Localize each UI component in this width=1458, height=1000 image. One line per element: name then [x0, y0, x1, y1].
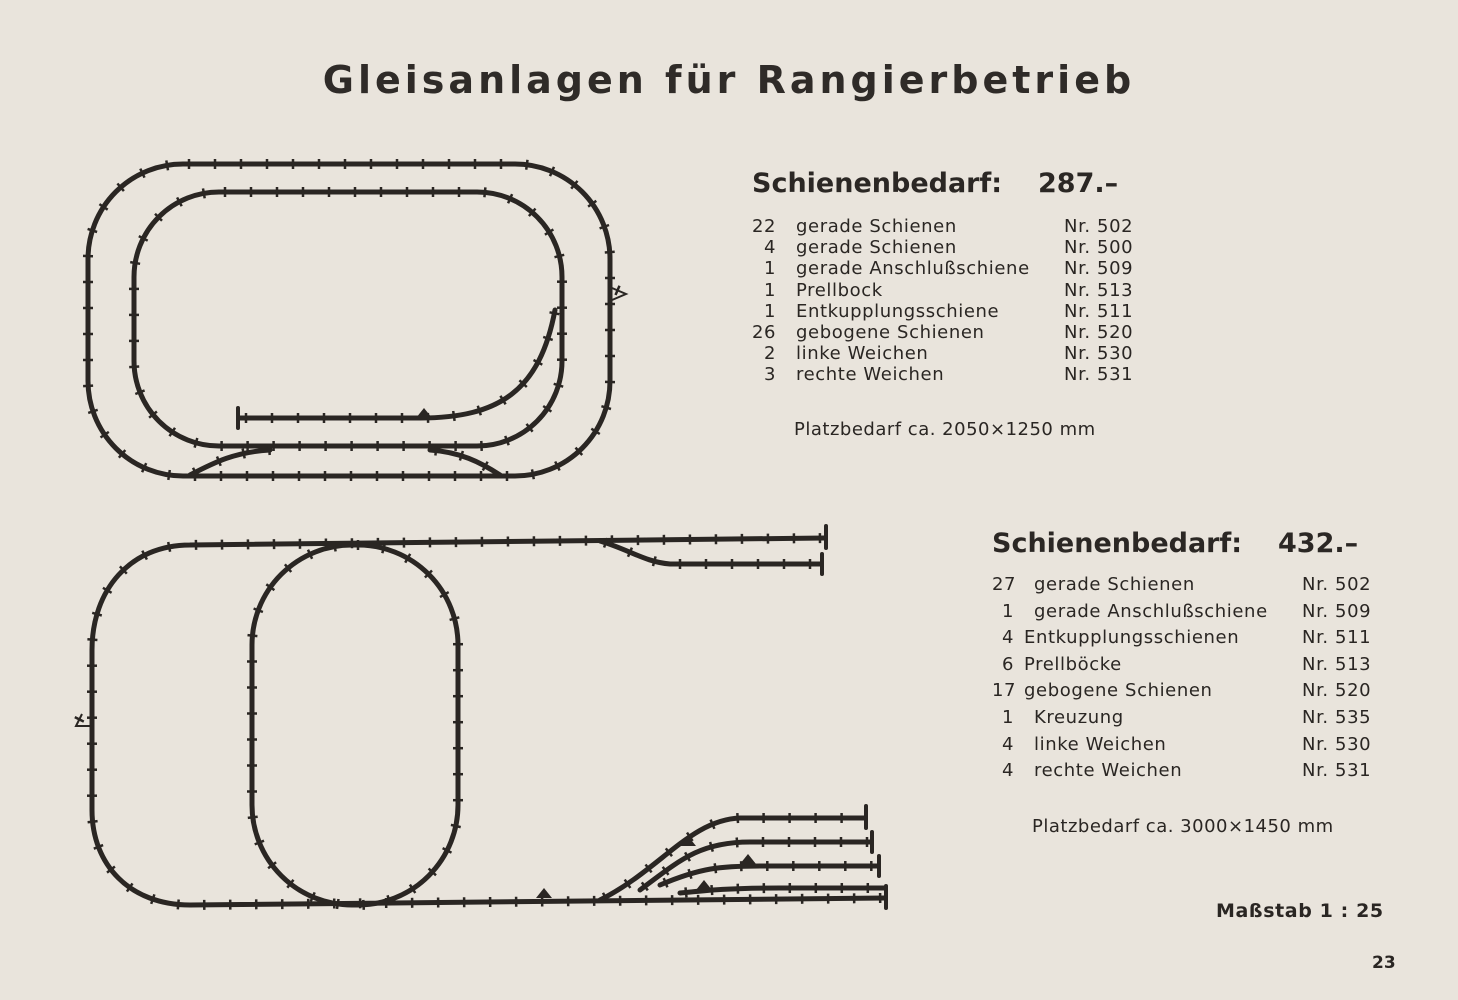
track-tie [435, 446, 436, 456]
parts-list-item [752, 322, 1142, 343]
uncoupler-marker [536, 888, 552, 898]
item-part-number: Nr. 531 [1302, 760, 1372, 782]
parts-list-rows [752, 216, 1142, 386]
item-quantity: 27 [992, 574, 1017, 595]
track-tie [460, 451, 463, 461]
track-tie [451, 825, 461, 827]
item-part-number: Nr. 502 [1064, 216, 1134, 237]
track-tie [532, 469, 534, 479]
page-title: Gleisanlagen für Rangierbetrieb [322, 58, 1136, 102]
track-tie [554, 384, 564, 387]
parts-list-item [752, 301, 1142, 322]
track-tie [450, 617, 460, 620]
parts-list-heading: Schienenbedarf: [752, 168, 1003, 199]
track-tie [710, 842, 713, 852]
track-tie [526, 160, 527, 170]
track-tie [129, 367, 139, 368]
page-number: 23 [1372, 953, 1396, 973]
parts-list-item [992, 654, 1382, 681]
item-quantity: 4 [1001, 760, 1014, 782]
track-tie [255, 841, 264, 845]
track-tie [168, 470, 170, 480]
item-quantity: 1 [763, 258, 776, 280]
parts-list-item [752, 343, 1142, 364]
item-part-number: Nr. 513 [1064, 279, 1134, 301]
track-tie [712, 885, 713, 895]
item-description: gebogene Schienen [1024, 680, 1213, 702]
parts-list-price: 287.– [1038, 168, 1119, 199]
scale-note: Maßstab 1 : 25 [1216, 900, 1384, 922]
item-description: gerade Schienen [796, 237, 957, 259]
item-description: rechte Weichen [796, 364, 945, 386]
item-quantity: 1 [1001, 706, 1014, 728]
item-description: Kreuzung [1034, 706, 1124, 728]
parts-list-header [992, 528, 1382, 568]
item-description: Prellböcke [1024, 653, 1122, 675]
track-tie [686, 887, 687, 897]
track-tie [600, 225, 609, 228]
track-tie [337, 899, 339, 909]
track-tie [135, 390, 144, 394]
parts-list-item [992, 760, 1382, 787]
parts-list-item [992, 680, 1382, 707]
markers [416, 408, 756, 898]
item-part-number: Nr. 530 [1302, 733, 1372, 755]
item-description: gebogene Schienen [796, 321, 985, 343]
track-tie [363, 900, 364, 910]
item-quantity: 1 [1001, 600, 1014, 622]
item-part-number: Nr. 530 [1064, 343, 1134, 365]
item-part-number: Nr. 511 [1302, 627, 1372, 649]
item-quantity: 4 [763, 237, 776, 259]
parts-list-2 [992, 528, 1382, 787]
item-part-number: Nr. 531 [1064, 364, 1134, 386]
item-description: linke Weichen [1034, 733, 1167, 755]
item-part-number: Nr. 502 [1302, 574, 1372, 595]
crossover-track-right [430, 450, 500, 475]
track-tie [88, 410, 98, 413]
uncoupler-marker [696, 880, 712, 890]
item-description: linke Weichen [796, 343, 929, 365]
parts-list-item [992, 707, 1382, 734]
track-tie [269, 445, 270, 455]
parts-list-item [752, 216, 1142, 237]
track-tie [243, 449, 245, 459]
item-quantity: 6 [1001, 653, 1014, 675]
inner-loop-track [134, 192, 562, 446]
track-tie [130, 262, 140, 264]
track-tie [453, 411, 454, 421]
track-tie [543, 337, 553, 340]
item-description: rechte Weichen [1034, 760, 1183, 782]
track-tie [605, 252, 615, 253]
track-tie [151, 894, 154, 904]
item-quantity: 26 [752, 321, 777, 343]
parts-list-item [992, 627, 1382, 654]
track-tie [715, 863, 716, 873]
track-tie [195, 438, 198, 448]
track-tie [88, 229, 98, 232]
item-quantity: 3 [763, 364, 776, 386]
track-tie [168, 542, 170, 552]
item-quantity: 17 [992, 680, 1017, 702]
item-part-number: Nr. 511 [1064, 300, 1134, 322]
item-description: Entkupplungsschiene [796, 300, 1000, 322]
track-tie [248, 817, 258, 818]
crossover-track-left [190, 450, 270, 475]
item-part-number: Nr. 513 [1302, 653, 1372, 675]
item-quantity: 4 [1001, 627, 1014, 649]
track-tie [92, 613, 102, 616]
track-tie [87, 639, 97, 640]
parts-list-item [752, 364, 1142, 385]
item-quantity: 1 [763, 300, 776, 322]
item-description: gerade Schienen [1034, 574, 1195, 595]
track-tie [555, 255, 565, 257]
uncoupler-marker [740, 854, 756, 864]
item-description: gerade Anschlußschiene [1034, 600, 1268, 622]
parts-list-item [992, 601, 1382, 628]
track-tie [689, 869, 692, 879]
item-part-number: Nr. 500 [1064, 237, 1134, 259]
parts-list-heading: Schienenbedarf: [992, 528, 1243, 559]
parts-list-item [752, 280, 1142, 301]
outer-loop-track [92, 538, 885, 905]
item-quantity: 2 [763, 343, 776, 365]
space-requirement: Platzbedarf ca. 2050×1250 mm [794, 419, 1096, 440]
track-tie [83, 386, 93, 387]
track-tie [248, 635, 258, 636]
item-part-number: Nr. 520 [1302, 680, 1372, 702]
track-tie [166, 160, 168, 170]
space-requirement: Platzbedarf ca. 3000×1450 mm [1032, 816, 1334, 837]
track-tie [178, 900, 179, 910]
track-tie [550, 312, 560, 314]
parts-list-price: 432.– [1278, 528, 1359, 559]
item-description: gerade Anschlußschiene [796, 258, 1030, 280]
track-tie [653, 556, 656, 566]
item-description: Prellbock [796, 279, 883, 301]
parts-list-item [992, 574, 1382, 601]
track-tie [484, 187, 485, 197]
track-tie [505, 436, 509, 445]
item-description: gerade Schienen [796, 216, 957, 237]
track-tie [88, 821, 98, 822]
item-part-number: Nr. 509 [1064, 258, 1134, 280]
parts-list-1 [752, 168, 1142, 386]
item-quantity: 4 [1001, 733, 1014, 755]
track-plan-2 [92, 526, 886, 908]
track-tie [254, 609, 263, 613]
siding-track [240, 310, 555, 418]
track-tie [478, 406, 481, 416]
uncoupler-marker [416, 408, 432, 418]
parts-list-header [752, 168, 1142, 208]
item-quantity: 22 [752, 216, 777, 237]
siding-upper [600, 541, 820, 564]
parts-list-item [752, 237, 1142, 258]
parts-list-item [752, 258, 1142, 279]
item-description: Entkupplungsschienen [1024, 627, 1240, 649]
item-part-number: Nr. 520 [1064, 321, 1134, 343]
item-quantity: 1 [763, 279, 776, 301]
track-tie [601, 406, 611, 409]
track-tie [334, 542, 336, 552]
inner-loop-track [252, 545, 458, 905]
track-tie [737, 813, 738, 823]
track-tie [203, 188, 205, 198]
item-part-number: Nr. 509 [1302, 600, 1372, 622]
track-tie [737, 838, 738, 848]
parts-list-item [992, 734, 1382, 761]
parts-list-rows [992, 574, 1382, 787]
item-part-number: Nr. 535 [1302, 706, 1372, 728]
